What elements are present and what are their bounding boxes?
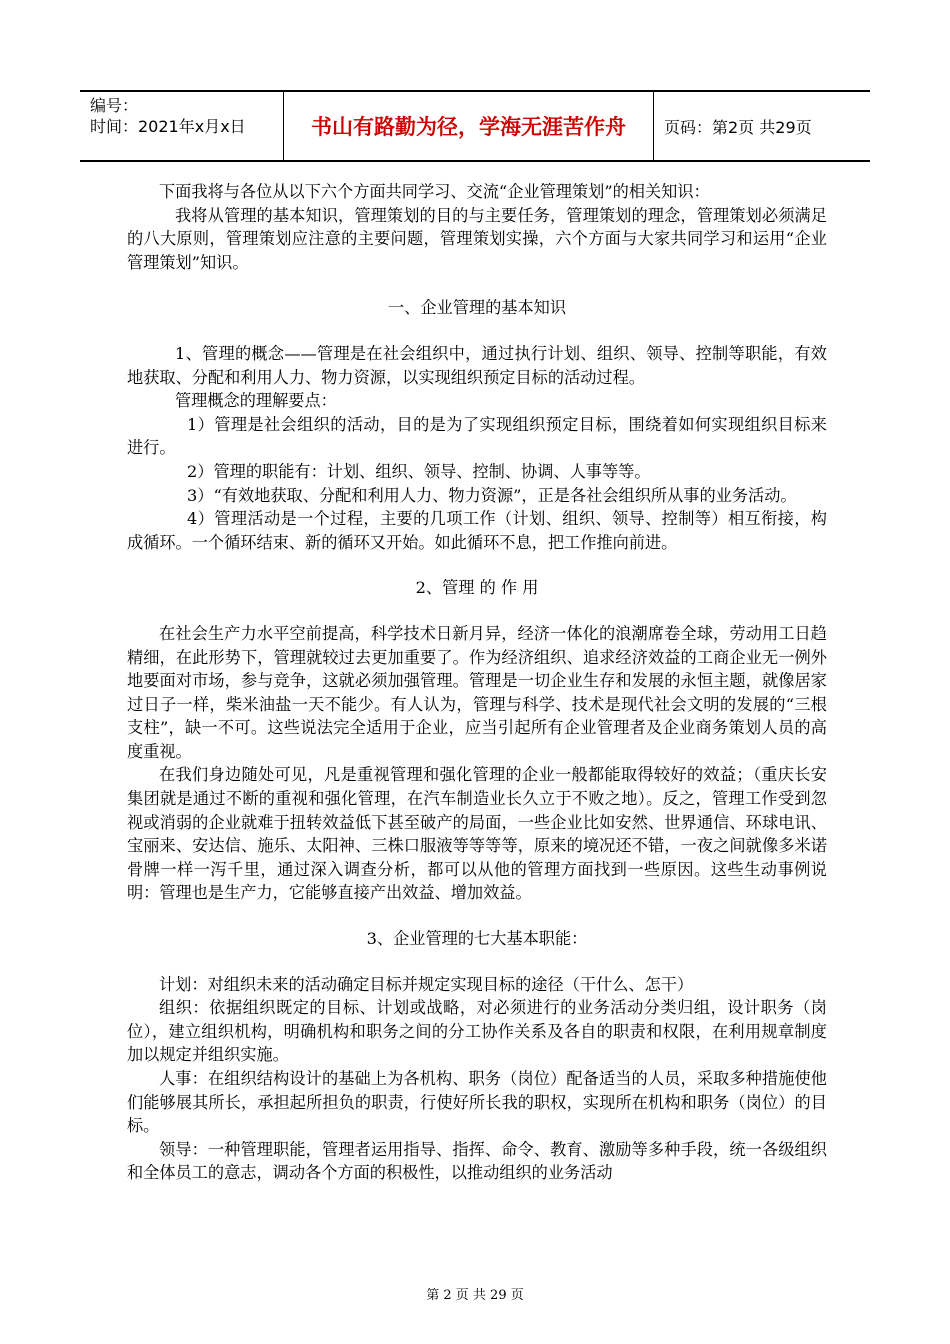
paragraph: 我将从管理的基本知识，管理策划的目的与主要任务，管理策划的理念，管理策划必须满足的八大原则，管理策划应注意的主要问题，管理策划实操，六个方面与大家共同学习和运用“企业管理策划”知识。 (127, 205, 827, 272)
section-heading: 3、企业管理的七大基本职能： (366, 929, 588, 949)
document-body (127, 180, 827, 1185)
paragraph: 领导：一种管理职能，管理者运用指导、指挥、命令、教育、激励等多种手段，统一各级组织和全体员工的意志，调动各个方面的积极性，以推动组织的业务活动 (127, 1139, 827, 1183)
paragraph: 下面我将与各位从以下六个方面共同学习、交流“企业管理策划”的相关知识： (159, 182, 710, 201)
paragraph: 在我们身边随处可见，凡是重视管理和强化管理的企业一般都能取得较好的效益；（重庆长安集团就是通过不断的重视和强化管理，在汽车制造业长久立于不败之地）。反之，管理工作受到忽视或消弱的企业就难于扭转效益低下甚至破产的局面，一些企业比如安然、世界通信、环球电讯、宝丽来、安达信、施乐、太阳神、三株口服液等等等等，原来的境况还不错，一夜之间就像多米诺骨牌一样一泻千里，通过深入调查分析，都可以从他的管理方面找到一些原因。这些生动事例说明：管理也是生产力，它能够直接产出效益、增加效益。 (127, 765, 827, 903)
section-heading: 2、管理 的 作 用 (415, 578, 539, 598)
header-motto: 书山有路勤为径，学海无涯苦作舟 (284, 92, 654, 160)
document-date: 时间：2021年x月x日 (90, 117, 246, 136)
paragraph: 组织：依据组织既定的目标、计划或战略，对必须进行的业务活动分类归组，设计职务（岗位），建立组织机构，明确机构和职务之间的分工协作关系及各自的职责和权限，在利用规章制度加以规定并组织实施。 (127, 998, 827, 1065)
paragraph: 在社会生产力水平空前提高，科学技术日新月异，经济一体化的浪潮席卷全球，劳动用工日趋精细，在此形势下，管理就较过去更加重要了。作为经济组织、追求经济效益的工商企业无一例外地要面对市场，参与竞争，这就必须加强管理。管理是一切企业生存和发展的永恒主题，就像居家过日子一样，柴米油盐一天不能少。有人认为，管理与科学、技术是现代社会文明的发展的“三根支柱”，缺一不可。这些说法完全适用于企业，应当引起所有企业管理者及企业商务策划人员的高度重视。 (127, 623, 827, 761)
list-item: 4）管理活动是一个过程，主要的几项工作（计划、组织、领导、控制等）相互衔接，构成循环。一个循环结束、新的循环又开始。如此循环不息，把工作推向前进。 (127, 509, 827, 552)
paragraph: 管理概念的理解要点： (175, 391, 337, 411)
paragraph: 计划：对组织未来的活动确定目标并规定实现目标的途径（干什么、怎干） (159, 974, 694, 994)
header-left-cell (80, 92, 284, 160)
section-heading: 一、企业管理的基本知识 (387, 298, 567, 318)
list-item: 2）管理的职能有：计划、组织、领导、控制、协调、人事等等。 (187, 461, 651, 481)
list-item: 1）管理是社会组织的活动，目的是为了实现组织预定目标，围绕着如何实现组织目标来进行。 (127, 414, 827, 458)
paragraph: 人事：在组织结构设计的基础上为各机构、职务（岗位）配备适当的人员，采取多种措施使他们能够展其所长，承担起所担负的职责，行使好所长我的职权，实现所在机构和职务（岗位）的目标。 (127, 1069, 827, 1136)
page-footer: 第 2 页 共 29 页 (426, 1288, 524, 1303)
paragraph: 1、管理的概念——管理是在社会组织中，通过执行计划、组织、领导、控制等职能，有效地获取、分配和利用人力、物力资源，以实现组织预定目标的活动过程。 (127, 343, 827, 387)
list-item: 3）“有效地获取、分配和利用人力、物力资源”，正是各社会组织所从事的业务活动。 (187, 485, 797, 505)
header-page-info: 页码：第2页 共29页 (664, 117, 812, 137)
document-header (80, 90, 870, 162)
document-number-label: 编号： (90, 96, 139, 115)
